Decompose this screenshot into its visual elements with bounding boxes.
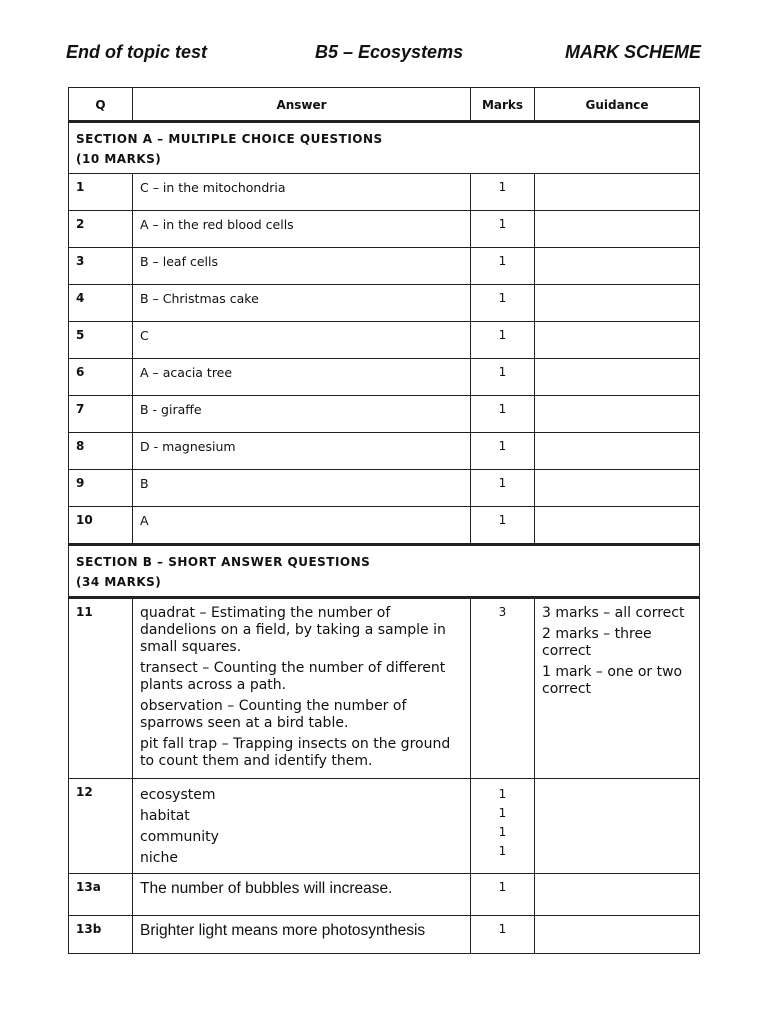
header-topic: B5 – Ecosystems [315,42,464,62]
question-number: 11 [69,598,133,779]
table-row [69,396,700,433]
table-row [69,285,700,322]
answer-cell: C – in the mitochondria [133,174,471,211]
table-row [69,211,700,248]
marks-cell: 1 [471,174,535,211]
section-b-title [69,545,700,598]
guidance-line: 1 mark – one or two correct [542,664,683,697]
answer-cell: The number of bubbles will increase. [133,874,471,916]
section-a-line1: SECTION A – MULTIPLE CHOICE QUESTIONS [76,132,383,146]
answer-cell: B – Christmas cake [133,285,471,322]
header-title-left: End of topic test [66,42,207,62]
answer-item: ecosystem [140,787,216,803]
answer-pit-fall-trap: pit fall trap – Trapping insects on the ground to count them and identify them. [140,736,451,769]
marks-cell: 1 [471,470,535,507]
answer-cell: B - giraffe [133,396,471,433]
guidance-cell [535,779,700,874]
answer-transect: transect – Counting the number of different plants across a path. [140,660,446,693]
header-answer: Answer [133,88,471,122]
answer-cell: C [133,322,471,359]
table-row-q13a [69,874,700,916]
question-number: 3 [69,248,133,285]
marks-cell: 3 [471,598,535,779]
marks-cell [471,779,535,874]
answer-cell: A [133,507,471,545]
answer-cell [133,598,471,779]
question-number: 8 [69,433,133,470]
header-marks: Marks [471,88,535,122]
answer-quadrat: quadrat – Estimating the number of dandelions on a field, by taking a sample in small squares. [140,605,446,655]
guidance-cell [535,285,700,322]
table-row-q13b [69,916,700,954]
marks-cell: 1 [471,396,535,433]
guidance-cell [535,874,700,916]
answer-cell [133,779,471,874]
answer-item: niche [140,850,178,866]
question-number: 5 [69,322,133,359]
mark-value: 1 [498,844,507,858]
question-number: 4 [69,285,133,322]
marks-cell: 1 [471,285,535,322]
marks-cell: 1 [471,916,535,954]
mark-value: 1 [498,825,507,839]
question-number: 13b [69,916,133,954]
header-mark-scheme: MARK SCHEME [565,42,702,62]
marks-cell: 1 [471,507,535,545]
marks-cell: 1 [471,322,535,359]
table-row-q11 [69,598,700,779]
guidance-cell [535,211,700,248]
question-number: 7 [69,396,133,433]
mark-value: 1 [498,806,507,820]
question-number: 13a [69,874,133,916]
table-row-q12 [69,779,700,874]
marks-cell: 1 [471,874,535,916]
guidance-cell [535,322,700,359]
guidance-cell [535,248,700,285]
question-number: 2 [69,211,133,248]
answer-cell: D - magnesium [133,433,471,470]
question-number: 9 [69,470,133,507]
mark-value: 1 [498,787,507,801]
table-row [69,248,700,285]
guidance-cell [535,359,700,396]
guidance-line: 3 marks – all correct [542,605,685,621]
section-b-line2: (34 MARKS) [76,575,162,589]
answer-cell: B – leaf cells [133,248,471,285]
table-row [69,359,700,396]
header-guidance: Guidance [535,88,700,122]
question-number: 10 [69,507,133,545]
section-a-line2: (10 MARKS) [76,152,162,166]
section-a-title [69,122,700,174]
question-number: 6 [69,359,133,396]
answer-item: community [140,829,219,845]
question-number: 1 [69,174,133,211]
section-b-row [69,545,700,598]
guidance-cell [535,396,700,433]
header-q: Q [69,88,133,122]
guidance-cell [535,470,700,507]
table-row [69,322,700,359]
guidance-cell [535,598,700,779]
table-row [69,433,700,470]
answer-cell: B [133,470,471,507]
marks-cell: 1 [471,248,535,285]
section-b-line1: SECTION B – SHORT ANSWER QUESTIONS [76,555,371,569]
guidance-cell [535,507,700,545]
answer-item: habitat [140,808,190,824]
guidance-cell [535,916,700,954]
table-row [69,470,700,507]
table-row [69,174,700,211]
marks-cell: 1 [471,433,535,470]
marks-cell: 1 [471,211,535,248]
guidance-cell [535,433,700,470]
page-header [0,42,768,72]
answer-cell: A – acacia tree [133,359,471,396]
table-row [69,507,700,545]
guidance-line: 2 marks – three correct [542,626,652,659]
mark-scheme-table [68,87,700,954]
answer-cell: A – in the red blood cells [133,211,471,248]
answer-cell: Brighter light means more photosynthesis [133,916,471,954]
answer-observation: observation – Counting the number of sparrows seen at a bird table. [140,698,407,731]
guidance-cell [535,174,700,211]
table-header-row [69,88,700,122]
question-number: 12 [69,779,133,874]
section-a-row [69,122,700,174]
marks-cell: 1 [471,359,535,396]
